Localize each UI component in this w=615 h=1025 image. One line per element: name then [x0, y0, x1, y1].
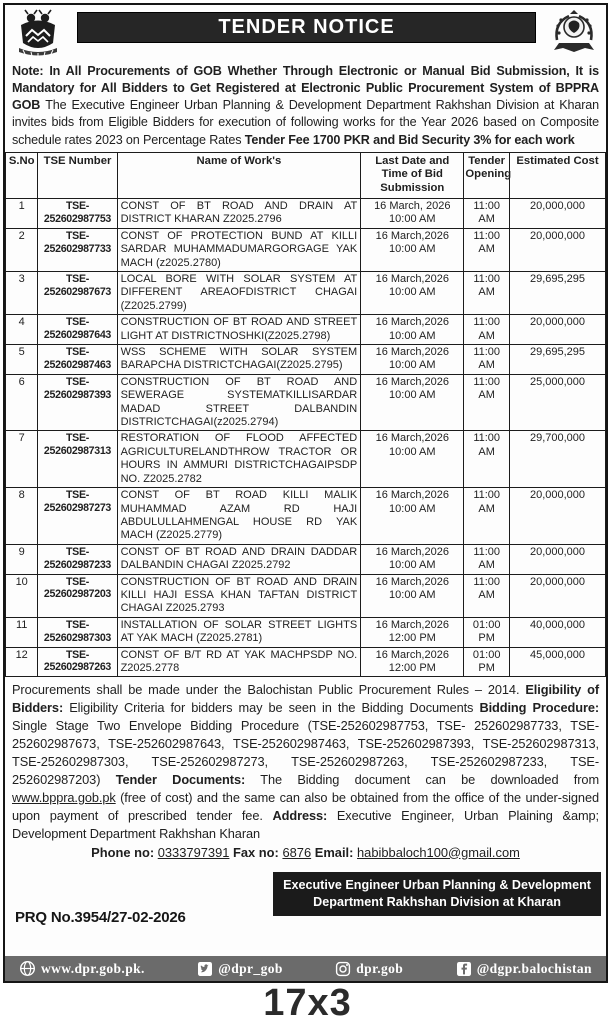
cell-bid-submission [361, 345, 464, 375]
cell-tender-opening: 11:00 AM [464, 228, 510, 271]
table-row [6, 198, 606, 228]
social-link-label: @dpr_gob [218, 960, 283, 976]
cell-work-name: CONST OF BT ROAD AND DRAIN AT DISTRICT KHARAN Z2025.2796 [117, 198, 361, 228]
cell-tse-number: TSE-252602987733 [38, 228, 117, 271]
instagram-icon [335, 961, 351, 977]
cell-tse-number: TSE-252602987303 [38, 617, 117, 647]
bid-date: 16 March,2026 [375, 545, 449, 558]
text-segment: Phone no: [91, 844, 158, 860]
table-row [6, 228, 606, 271]
prq-number: PRQ No.3954/27-02-2026 [15, 908, 186, 926]
table-row [6, 647, 606, 677]
cell-bid-submission [361, 272, 464, 315]
social-link-label: dpr.gob [356, 960, 404, 976]
text-segment: The Bidding document can be downloaded from [245, 771, 600, 787]
bid-time: 10:00 AM [389, 286, 436, 299]
cell-tse-number: TSE-252602987673 [38, 272, 117, 315]
text-segment: Executive Engineer, Urban Plaining &amp; Development Department Rakhshan Kharan [12, 807, 599, 841]
cell-bid-submission [361, 228, 464, 271]
table-row [6, 374, 606, 431]
ad-size-label: 17x3 [263, 982, 352, 1024]
cell-work-name: CONSTRUCTION OF BT ROAD AND STREET LIGHT AT DISTRICTNOSHKI(Z2025.2798) [117, 315, 361, 345]
cell-work-name: CONST OF BT ROAD AND DRAIN DADDAR DALBANDIN CHAGAI Z2025.2792 [117, 544, 361, 574]
bid-time: 10:00 AM [389, 213, 436, 226]
bid-time: 10:00 AM [389, 389, 436, 402]
cell-tender-opening: 11:00 AM [464, 544, 510, 574]
bid-time: 10:00 AM [389, 329, 436, 342]
social-link-dgpr-balochistan[interactable] [456, 961, 592, 977]
fax-number-link[interactable]: 6876 [282, 844, 312, 860]
column-header: Tender Opening [464, 152, 510, 198]
cell-work-name: CONST OF B/T RD AT YAK MACHPSDP NO. Z2025.2778 [117, 647, 361, 677]
cell-bid-submission [361, 544, 464, 574]
column-header: Estimated Cost [509, 152, 605, 198]
tender-table [5, 152, 606, 678]
cell-estimated-cost: 45,000,000 [509, 647, 605, 677]
cell-tender-opening: 01:00 PM [464, 617, 510, 647]
text-segment: Eligibility of Bidders: [12, 682, 599, 716]
cell-bid-submission [361, 431, 464, 488]
intro-paragraph [12, 63, 599, 149]
table-header-row [6, 152, 606, 198]
text-segment: Bidding Procedure: [479, 700, 599, 716]
social-link-dpr-gob[interactable] [197, 961, 283, 977]
bid-time: 10:00 AM [389, 243, 436, 256]
department-crest-right-icon [548, 9, 600, 59]
bid-date: 16 March,2026 [375, 346, 449, 359]
cell-tender-opening: 11:00 AM [464, 315, 510, 345]
social-link-label: @dgpr.balochistan [476, 960, 592, 976]
cell-estimated-cost: 29,700,000 [509, 431, 605, 488]
bid-time: 12:00 PM [388, 661, 436, 674]
table-row [6, 617, 606, 647]
globe-icon [19, 960, 36, 977]
bid-date: 16 March,2026 [375, 648, 449, 661]
cell-tender-opening: 11:00 AM [464, 198, 510, 228]
cell-work-name: CONST OF PROTECTION BUND AT KILLI SARDAR MUHAMMADUMARGORGAGE YAK MACH (z2025.2780) [117, 228, 361, 271]
table-row [6, 272, 606, 315]
table-row [6, 488, 606, 545]
cell-estimated-cost: 40,000,000 [509, 617, 605, 647]
bid-time: 10:00 AM [389, 359, 436, 372]
text-segment: Eligibility Criteria for bidders may be seen in the Bidding Documents [63, 700, 480, 716]
table-row [6, 315, 606, 345]
cell-work-name: LOCAL BORE WITH SOLAR SYSTEM AT DIFFERENT AREAOFDISTRICT CHAGAI (Z2025.2799) [117, 272, 361, 315]
cell-tse-number: TSE-252602987203 [38, 574, 117, 617]
cell-tender-opening: 01:00 PM [464, 647, 510, 677]
issuing-office-box [273, 872, 601, 916]
text-segment: Address: [272, 807, 328, 823]
cell-serial-number: 11 [6, 617, 38, 647]
bid-date: 16 March,2026 [375, 575, 449, 588]
cell-tse-number: TSE-252602987463 [38, 345, 117, 375]
column-header: Name of Work's [117, 152, 361, 198]
cell-serial-number: 3 [6, 272, 38, 315]
cell-serial-number: 4 [6, 315, 38, 345]
cell-tse-number: TSE-252602987393 [38, 374, 117, 431]
bid-date: 16 March,2026 [375, 229, 449, 242]
bid-date: 16 March, 2026 [374, 199, 451, 212]
cell-serial-number: 10 [6, 574, 38, 617]
document-header [5, 5, 606, 61]
cell-estimated-cost: 29,695,295 [509, 345, 605, 375]
bid-date: 16 March,2026 [375, 489, 449, 502]
text-segment: Fax no: [233, 844, 283, 860]
cell-tse-number: TSE-252602987753 [38, 198, 117, 228]
bid-time: 10:00 AM [389, 559, 436, 572]
cell-work-name: RESTORATION OF FLOOD AFFECTED AGRICULTURELANDTHROW TRACTOR OR HOURS IN AMMURI DISTRICTCHAGAIPSDP NO. Z2025.2782 [117, 431, 361, 488]
cell-serial-number: 1 [6, 198, 38, 228]
cell-tender-opening: 11:00 AM [464, 345, 510, 375]
text-segment: The Executive Engineer Urban Planning & Development Department Rakhshan Division at Kharan invites bids from Eligible Bidders for execution of following works for the Year 2026 based on Composite schedule rates 2023 on Percentage Rates [12, 98, 599, 147]
text-segment: Tender Fee 1700 PKR and Bid Security 3% for each work [244, 132, 575, 147]
cell-bid-submission [361, 617, 464, 647]
cell-estimated-cost: 25,000,000 [509, 374, 605, 431]
contact-line [5, 845, 606, 860]
cell-serial-number: 6 [6, 374, 38, 431]
cell-estimated-cost: 29,695,295 [509, 272, 605, 315]
social-link-label: www.dpr.gob.pk. [41, 960, 145, 976]
bid-time: 10:00 AM [389, 588, 436, 601]
cell-bid-submission [361, 315, 464, 345]
cell-bid-submission [361, 574, 464, 617]
cell-work-name: CONSTRUCTION OF BT ROAD AND DRAIN KILLI HAJI ESSA KHAN TAFTAN DISTRICT CHAGAI Z2025.2793 [117, 574, 361, 617]
bid-date: 16 March,2026 [375, 375, 449, 388]
cell-tender-opening: 11:00 AM [464, 574, 510, 617]
table-row [6, 431, 606, 488]
cell-tender-opening: 11:00 AM [464, 374, 510, 431]
provincial-emblem-left-icon [11, 9, 65, 59]
cell-bid-submission [361, 198, 464, 228]
column-header: Last Date and Time of Bid Submission [361, 152, 464, 198]
cell-work-name: CONSTRUCTION OF BT ROAD AND SEWERAGE SYSTEMATKILLISARDAR MADAD STREET DALBANDIN DISTRICTCHAGAI(z2025.2794) [117, 374, 361, 431]
cell-tender-opening: 11:00 AM [464, 272, 510, 315]
notice-title-bar [77, 12, 536, 43]
tender-notice-document [3, 3, 608, 983]
text-segment: (free of cost) and the same can also be obtained from the office of the under-signed upon payment of prescribed tender fee. [12, 789, 599, 823]
cell-serial-number: 8 [6, 488, 38, 545]
cell-tse-number: TSE-252602987313 [38, 431, 117, 488]
phone-number-link[interactable]: 0333797391 [157, 844, 230, 860]
cell-work-name: INSTALLATION OF SOLAR STREET LIGHTS AT YAK MACH (Z2025.2781) [117, 617, 361, 647]
signoff-section [5, 872, 606, 928]
cell-estimated-cost: 20,000,000 [509, 574, 605, 617]
cell-estimated-cost: 20,000,000 [509, 544, 605, 574]
cell-serial-number: 7 [6, 431, 38, 488]
terms-paragraph [12, 681, 599, 842]
cell-tse-number: TSE-252602987643 [38, 315, 117, 345]
bid-time: 10:00 AM [389, 445, 436, 458]
social-link-dpr-gob[interactable] [335, 961, 403, 977]
bid-time: 10:00 AM [389, 502, 436, 515]
cell-tender-opening: 11:00 AM [464, 431, 510, 488]
text-segment: Tender Documents: [115, 771, 246, 787]
social-link-www-dpr-gob-pk[interactable] [19, 960, 145, 977]
cell-work-name: CONST OF BT ROAD KILLI MALIK MUHAMMAD AZAM RD HAJI ABDULULLAHMENGAL HOUSE RD YAK MACH (Z2025.2779) [117, 488, 361, 545]
twitter-icon [197, 961, 213, 977]
email-link[interactable]: habibbaloch100@gmail.com [357, 844, 520, 860]
cell-serial-number: 2 [6, 228, 38, 271]
table-row [6, 345, 606, 375]
cell-tender-opening: 11:00 AM [464, 488, 510, 545]
column-header: TSE Number [38, 152, 117, 198]
cell-estimated-cost: 20,000,000 [509, 228, 605, 271]
cell-bid-submission [361, 647, 464, 677]
bppra-website-link[interactable]: www.bppra.gob.pk [12, 789, 116, 805]
issuing-office-line2: Department Rakhshan Division at Kharan [313, 894, 561, 909]
social-bar [5, 956, 606, 981]
facebook-icon [456, 961, 472, 977]
issuing-office-line1: Executive Engineer Urban Planning & Development [283, 877, 591, 892]
text-segment: Procurements shall be made under the Balochistan Public Procurement Rules – 2014. [12, 682, 526, 698]
table-row [6, 544, 606, 574]
text-segment: Note: In All Procurements of GOB Whether Through Electronic or Manual Bid Submission, It is Mandatory for All Bidders to Get Registered at Electronic Public Procurement System of BPPRA GOB [12, 64, 599, 113]
text-segment: Email: [314, 844, 357, 860]
cell-serial-number: 9 [6, 544, 38, 574]
bid-date: 16 March,2026 [375, 316, 449, 329]
bid-time: 12:00 PM [388, 632, 436, 645]
cell-estimated-cost: 20,000,000 [509, 315, 605, 345]
cell-estimated-cost: 20,000,000 [509, 488, 605, 545]
cell-serial-number: 12 [6, 647, 38, 677]
bid-date: 16 March,2026 [375, 273, 449, 285]
notice-title: TENDER NOTICE [218, 16, 395, 38]
cell-tse-number: TSE-252602987263 [38, 647, 117, 677]
cell-tse-number: TSE-252602987273 [38, 488, 117, 545]
text-segment: Single Stage Two Envelope Bidding Procedure (TSE-252602987753, TSE- 252602987733, TSE-252602987673, TSE-252602987643, TSE-252602987463, TSE-252602987393, TSE-252602987313, TSE-252602987303, TSE-252602987273, TSE-252602987263, TSE-252602987233, TSE-252602987203) [12, 718, 599, 787]
cell-serial-number: 5 [6, 345, 38, 375]
cell-bid-submission [361, 488, 464, 545]
bid-date: 16 March,2026 [375, 618, 449, 631]
bid-date: 16 March,2026 [375, 432, 449, 445]
cell-estimated-cost: 20,000,000 [509, 198, 605, 228]
table-row [6, 574, 606, 617]
cell-bid-submission [361, 374, 464, 431]
cell-work-name: WSS SCHEME WITH SOLAR SYSTEM BARAPCHA DISTRICTCHAGAI(Z2025.2795) [117, 345, 361, 375]
column-header: S.No [6, 152, 38, 198]
cell-tse-number: TSE-252602987233 [38, 544, 117, 574]
